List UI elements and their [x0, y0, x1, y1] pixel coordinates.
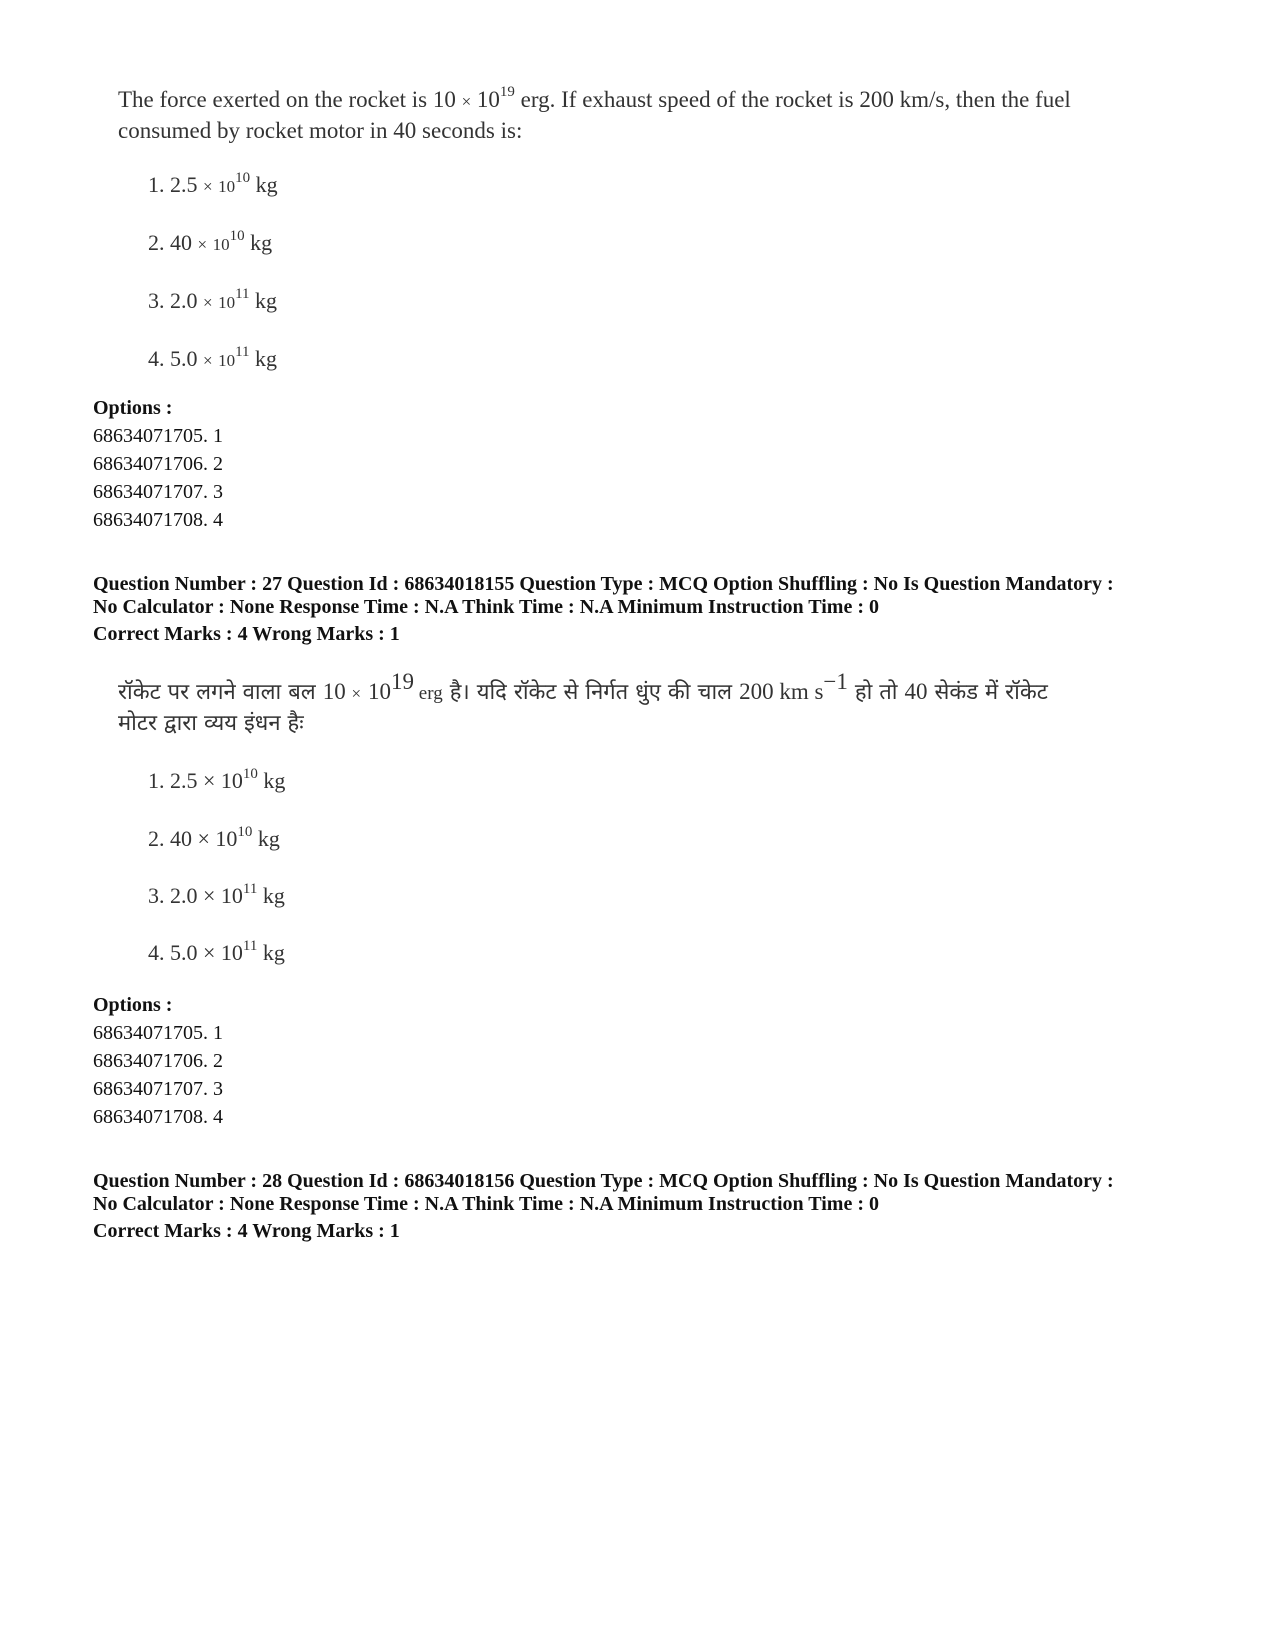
option-id-row: 68634071708. 4: [93, 509, 223, 531]
choice-3: 3. $2.0 \times 10^{11}$ kg: [148, 285, 278, 313]
marks-line: Correct Marks : 4 Wrong Marks : 1: [93, 623, 400, 645]
choice-3: 3. $2.0 \times 10^{11}$ kg: [148, 880, 285, 908]
choice-1: 1. $2.5 \times 10^{10}$ kg: [148, 765, 286, 793]
choice-4: 4. $5.0 \times 10^{11}$ kg: [148, 343, 278, 371]
option-id-row: 68634071705. 1: [93, 425, 223, 447]
question-meta: Question Number : 27 Question Id : 68634018155 Question Type : MCQ Option Shuffling : No Is Question Mandatory : No Calculator : None Response Time : N.A Think Time : N.A Minimum Instruction Time : 0: [93, 573, 1114, 618]
question-text-hindi: रॉकेट पर लगने वाला बल $10 \times 10^{19}$ erg है। यदि रॉकेट से निर्गत धुंए की चाल 200 km $s^{-1}$ हो तो 40 सेकंड में रॉकेट मोटर द्वारा व्यय इंधन हैः: [118, 668, 1048, 736]
choice-2: 2. $40 \times 10^{10}$ kg: [148, 227, 273, 255]
choice-1: 1. $2.5 \times 10^{10}$ kg: [148, 169, 278, 197]
option-id-row: 68634071708. 4: [93, 1106, 223, 1128]
marks-line: Correct Marks : 4 Wrong Marks : 1: [93, 1220, 400, 1242]
choice-2: 2. $40 \times 10^{10}$ kg: [148, 823, 280, 851]
options-label: Options :: [93, 397, 173, 419]
question-text-english: The force exerted on the rocket is $10 \times 10^{19}$ erg. If exhaust speed of the rocket is 200 km/s, then the fuel consumed by rocket motor in 40 seconds is:: [118, 84, 1071, 143]
choice-4: 4. $5.0 \times 10^{11}$ kg: [148, 937, 285, 965]
option-id-row: 68634071707. 3: [93, 481, 223, 503]
option-id-row: 68634071706. 2: [93, 1050, 223, 1072]
option-id-row: 68634071707. 3: [93, 1078, 223, 1100]
option-id-row: 68634071705. 1: [93, 1022, 223, 1044]
option-id-row: 68634071706. 2: [93, 453, 223, 475]
question-meta: Question Number : 28 Question Id : 68634018156 Question Type : MCQ Option Shuffling : No Is Question Mandatory : No Calculator : None Response Time : N.A Think Time : N.A Minimum Instruction Time : 0: [93, 1170, 1114, 1215]
options-label: Options :: [93, 994, 173, 1016]
